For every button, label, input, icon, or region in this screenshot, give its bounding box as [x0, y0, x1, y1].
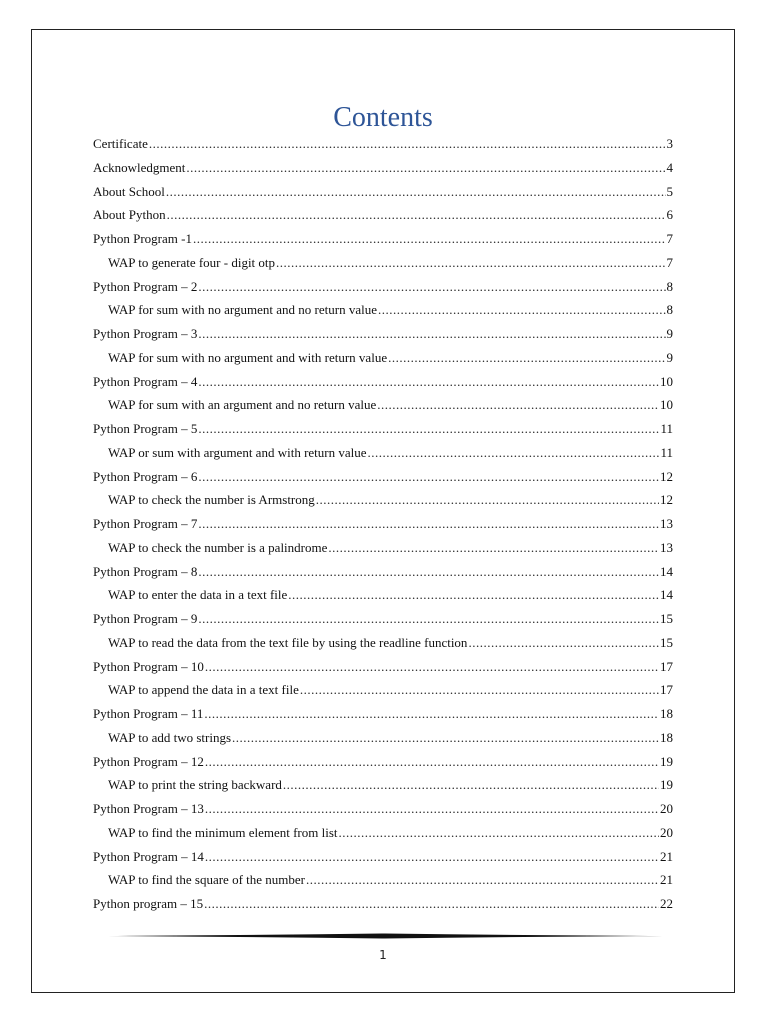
toc-entry-label: Certificate	[93, 136, 148, 151]
toc-entry-page: 7	[666, 254, 673, 270]
toc-entry-page: 6	[666, 207, 673, 223]
toc-entry[interactable]	[93, 797, 673, 821]
toc-entry-page: 15	[660, 634, 673, 650]
page-number: 1	[379, 948, 387, 962]
toc-leader-dots	[339, 821, 659, 845]
toc-entry[interactable]	[93, 132, 673, 156]
toc-entry-page: 8	[666, 278, 673, 294]
footer-divider	[107, 932, 663, 940]
toc-entry-label: WAP to add two strings	[108, 729, 232, 745]
toc-subentry[interactable]	[93, 821, 673, 845]
toc-entry[interactable]	[93, 156, 673, 180]
toc-subentry[interactable]	[93, 488, 673, 512]
toc-entry-label: Python Program – 6	[93, 468, 198, 484]
toc-entry-label: About Python	[93, 207, 166, 223]
toc-entry-label: WAP to enter the data in a text file	[108, 587, 288, 603]
toc-entry[interactable]	[93, 370, 673, 394]
toc-entry[interactable]	[93, 180, 673, 204]
toc-entry-label: WAP to find the square of the number	[108, 872, 305, 888]
toc-entry-label: Python Program -1	[93, 231, 192, 246]
toc-leader-dots	[198, 512, 659, 536]
toc-leader-dots	[468, 631, 659, 655]
toc-entry-page: 11	[660, 421, 673, 436]
toc-entry[interactable]	[93, 417, 673, 441]
toc-entry-page: 12	[660, 492, 673, 508]
toc-entry-page: 22	[660, 896, 673, 911]
toc-entry-label: Python Program – 7	[93, 516, 198, 531]
toc-entry-page: 18	[660, 706, 673, 721]
toc-entry-page: 21	[660, 848, 673, 864]
toc-entry[interactable]	[93, 892, 673, 916]
toc-leader-dots	[198, 465, 659, 489]
toc-entry[interactable]	[93, 203, 673, 227]
toc-entry-label: Python Program – 2	[93, 278, 198, 294]
contents-title: Contents	[333, 102, 433, 133]
toc-entry-page: 4	[666, 159, 673, 175]
toc-entry-page: 13	[660, 539, 673, 555]
toc-entry-page: 14	[660, 563, 673, 579]
toc-entry[interactable]	[93, 322, 673, 346]
toc-leader-dots	[205, 797, 659, 821]
toc-entry-page: 12	[660, 468, 673, 484]
toc-entry-label: Python program – 15	[93, 896, 204, 911]
toc-entry-label: Python Program – 5	[93, 421, 198, 436]
toc-entry-label: WAP to check the number is Armstrong	[108, 492, 315, 508]
toc-entry-page: 9	[666, 326, 673, 341]
toc-entry-label: WAP for sum with no argument and with return value	[108, 349, 388, 365]
toc-subentry[interactable]	[93, 251, 673, 275]
toc-leader-dots	[378, 298, 666, 322]
toc-entry-label: WAP for sum with an argument and no return value	[108, 397, 377, 413]
toc-subentry[interactable]	[93, 678, 673, 702]
toc-subentry[interactable]	[93, 346, 673, 370]
toc-entry-page: 17	[660, 658, 673, 674]
toc-leader-dots	[204, 892, 659, 916]
toc-entry[interactable]	[93, 607, 673, 631]
toc-leader-dots	[232, 726, 659, 750]
toc-leader-dots	[283, 773, 659, 797]
toc-leader-dots	[306, 868, 659, 892]
toc-entry-page: 13	[660, 516, 673, 531]
toc-entry-page: 10	[660, 397, 673, 413]
toc-leader-dots	[149, 132, 666, 156]
toc-entry-page: 9	[666, 349, 673, 365]
toc-entry-label: WAP to check the number is a palindrome	[108, 539, 328, 555]
toc-entry[interactable]	[93, 275, 673, 299]
toc-subentry[interactable]	[93, 773, 673, 797]
toc-entry[interactable]	[93, 465, 673, 489]
toc-subentry[interactable]	[93, 631, 673, 655]
toc-leader-dots	[288, 583, 659, 607]
toc-entry-page: 7	[666, 231, 673, 246]
toc-entry-page: 20	[660, 824, 673, 840]
toc-subentry[interactable]	[93, 726, 673, 750]
toc-entry-page: 15	[660, 611, 673, 626]
toc-subentry[interactable]	[93, 298, 673, 322]
toc-leader-dots	[368, 441, 660, 465]
toc-entry[interactable]	[93, 512, 673, 536]
toc-subentry[interactable]	[93, 583, 673, 607]
toc-leader-dots	[205, 750, 659, 774]
toc-entry-label: Python Program – 10	[93, 658, 204, 674]
toc-entry-label: Python Program – 13	[93, 801, 204, 816]
toc-entry-page: 17	[660, 682, 673, 698]
toc-entry-page: 5	[666, 183, 673, 199]
toc-subentry[interactable]	[93, 441, 673, 465]
toc-leader-dots	[198, 275, 665, 299]
toc-entry[interactable]	[93, 560, 673, 584]
toc-leader-dots	[328, 536, 659, 560]
toc-leader-dots	[186, 156, 665, 180]
toc-leader-dots	[316, 488, 659, 512]
toc-entry-page: 10	[660, 373, 673, 389]
toc-subentry[interactable]	[93, 868, 673, 892]
toc-entry-page: 20	[660, 801, 673, 816]
toc-leader-dots	[198, 370, 659, 394]
toc-entry-label: WAP to append the data in a text file	[108, 682, 299, 698]
toc-entry-label: WAP to find the minimum element from list	[108, 824, 338, 840]
toc-entry-label: Acknowledgment	[93, 159, 186, 175]
toc-entry-label: Python Program – 4	[93, 373, 198, 389]
toc-leader-dots	[198, 607, 659, 631]
toc-entry-label: Python Program – 3	[93, 326, 198, 341]
toc-entry-label: Python Program – 14	[93, 848, 204, 864]
toc-entry-label: WAP to read the data from the text file by using the readline function	[108, 634, 468, 650]
document-page	[31, 29, 735, 993]
toc-leader-dots	[204, 702, 659, 726]
toc-entry-page: 11	[660, 444, 673, 460]
toc-leader-dots	[388, 346, 665, 370]
toc-entry[interactable]	[93, 750, 673, 774]
toc-leader-dots	[300, 678, 659, 702]
toc-entry-label: Python Program – 11	[93, 706, 204, 721]
toc-leader-dots	[193, 227, 666, 251]
toc-entry-page: 3	[666, 136, 673, 151]
toc-leader-dots	[205, 845, 659, 869]
toc-entry[interactable]	[93, 655, 673, 679]
table-of-contents	[93, 132, 673, 916]
toc-leader-dots	[205, 655, 659, 679]
toc-leader-dots	[166, 180, 666, 204]
toc-entry-page: 8	[666, 302, 673, 318]
toc-entry-page: 19	[660, 753, 673, 769]
toc-entry-label: Python Program – 9	[93, 611, 198, 626]
toc-subentry[interactable]	[93, 536, 673, 560]
toc-leader-dots	[198, 560, 659, 584]
toc-entry[interactable]	[93, 702, 673, 726]
toc-subentry[interactable]	[93, 393, 673, 417]
toc-entry[interactable]	[93, 227, 673, 251]
toc-leader-dots	[167, 203, 666, 227]
toc-entry-label: WAP to generate four - digit otp	[108, 254, 276, 270]
toc-leader-dots	[377, 393, 659, 417]
toc-entry-page: 19	[660, 777, 673, 793]
toc-entry-label: Python Program – 12	[93, 753, 204, 769]
toc-entry-page: 21	[660, 872, 673, 888]
toc-leader-dots	[198, 417, 659, 441]
toc-entry-label: About School	[93, 183, 165, 199]
toc-entry-label: WAP to print the string backward	[108, 777, 282, 793]
toc-entry-label: Python Program – 8	[93, 563, 198, 579]
toc-leader-dots	[276, 251, 665, 275]
toc-entry[interactable]	[93, 845, 673, 869]
toc-entry-page: 14	[660, 587, 673, 603]
toc-entry-page: 18	[660, 729, 673, 745]
toc-leader-dots	[198, 322, 665, 346]
toc-entry-label: WAP for sum with no argument and no return value	[108, 302, 377, 318]
toc-entry-label: WAP or sum with argument and with return value	[108, 444, 367, 460]
